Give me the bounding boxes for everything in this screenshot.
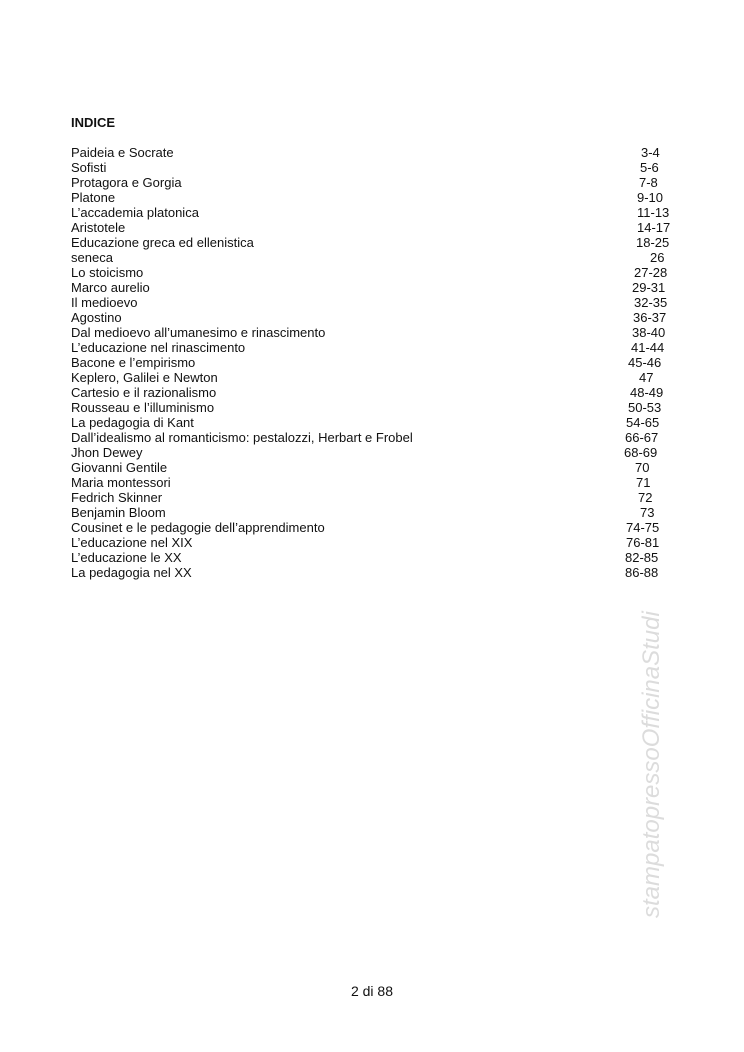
toc-entry-pages: 66-67 — [625, 430, 659, 445]
toc-entry-label: La pedagogia nel XX — [71, 565, 192, 580]
toc-entry-label: Il medioevo — [71, 295, 138, 310]
toc-entry-pages: 26 — [650, 250, 665, 265]
toc-entry-pages: 54-65 — [626, 415, 660, 430]
toc-entry-label: seneca — [71, 250, 113, 265]
index-title: INDICE — [71, 115, 116, 130]
toc-entry-pages: 72 — [638, 490, 653, 505]
toc-entry-pages: 14-17 — [637, 220, 671, 235]
toc-entry-label: Cousinet e le pedagogie dell’apprendimento — [71, 520, 325, 535]
toc-entry-label: L’educazione nel rinascimento — [71, 340, 246, 355]
watermark: stampatopressoOfficinaStudi — [638, 611, 665, 918]
toc-entry-label: L’educazione le XX — [71, 550, 182, 565]
toc-entry-label: L’accademia platonica — [71, 205, 199, 220]
toc-entry-pages: 18-25 — [636, 235, 670, 250]
toc-entry-label: Keplero, Galilei e Newton — [71, 370, 218, 385]
toc-entry-pages: 86-88 — [625, 565, 659, 580]
toc-entry-pages: 47 — [639, 370, 654, 385]
toc-entry-pages: 9-10 — [637, 190, 664, 205]
toc-entry-pages: 82-85 — [625, 550, 659, 565]
toc-entry-label: Rousseau e l’illuminismo — [71, 400, 215, 415]
toc-entry-label: Marco aurelio — [71, 280, 150, 295]
toc-entry-label: Aristotele — [71, 220, 126, 235]
toc-entry-pages: 36-37 — [633, 310, 667, 325]
toc-entry-label: Maria montessori — [71, 475, 171, 490]
toc-entry-pages: 5-6 — [640, 160, 659, 175]
toc-entry-label: Bacone e l’empirismo — [71, 355, 196, 370]
toc-entry-label: Giovanni Gentile — [71, 460, 168, 475]
page-footer: 2 di 88 — [350, 983, 394, 999]
toc-entry-label: L’educazione nel XIX — [71, 535, 193, 550]
toc-entry-label: Lo stoicismo — [71, 265, 144, 280]
toc-entry-pages: 68-69 — [624, 445, 658, 460]
toc-entry-pages: 32-35 — [634, 295, 668, 310]
toc-entry-label: Dall’idealismo al romanticismo: pestalozzi, Herbart e Frobel — [71, 430, 413, 445]
toc-entry-pages: 45-46 — [628, 355, 662, 370]
toc-entry-label: Platone — [71, 190, 116, 205]
toc-entry-label: Jhon Dewey — [71, 445, 143, 460]
toc-entry-pages: 74-75 — [626, 520, 660, 535]
toc-entry-pages: 3-4 — [641, 145, 660, 160]
toc-entry-pages: 50-53 — [628, 400, 662, 415]
toc-entry-label: Paideia e Socrate — [71, 145, 174, 160]
toc-entry-pages: 70 — [635, 460, 650, 475]
toc-entry-label: Agostino — [71, 310, 122, 325]
toc-entry-label: Dal medioevo all’umanesimo e rinascimento — [71, 325, 326, 340]
toc-entry-label: Protagora e Gorgia — [71, 175, 182, 190]
toc-entry-pages: 29-31 — [632, 280, 666, 295]
toc-entry-label: Fedrich Skinner — [71, 490, 163, 505]
toc-entry-pages: 73 — [640, 505, 655, 520]
toc-entry-pages: 38-40 — [632, 325, 666, 340]
toc-entry-pages: 27-28 — [634, 265, 668, 280]
toc-entry-pages: 76-81 — [626, 535, 660, 550]
toc-entry-pages: 48-49 — [630, 385, 664, 400]
toc-entry-pages: 11-13 — [637, 205, 670, 220]
toc-entry-label: Cartesio e il razionalismo — [71, 385, 217, 400]
toc-entry-pages: 71 — [636, 475, 651, 490]
toc-entry-label: Benjamin Bloom — [71, 505, 166, 520]
toc-entry-pages: 7-8 — [639, 175, 658, 190]
toc-entry-label: Educazione greca ed ellenistica — [71, 235, 254, 250]
toc-entry-label: La pedagogia di Kant — [71, 415, 194, 430]
toc-entry-label: Sofisti — [71, 160, 107, 175]
toc-entry-pages: 41-44 — [631, 340, 665, 355]
